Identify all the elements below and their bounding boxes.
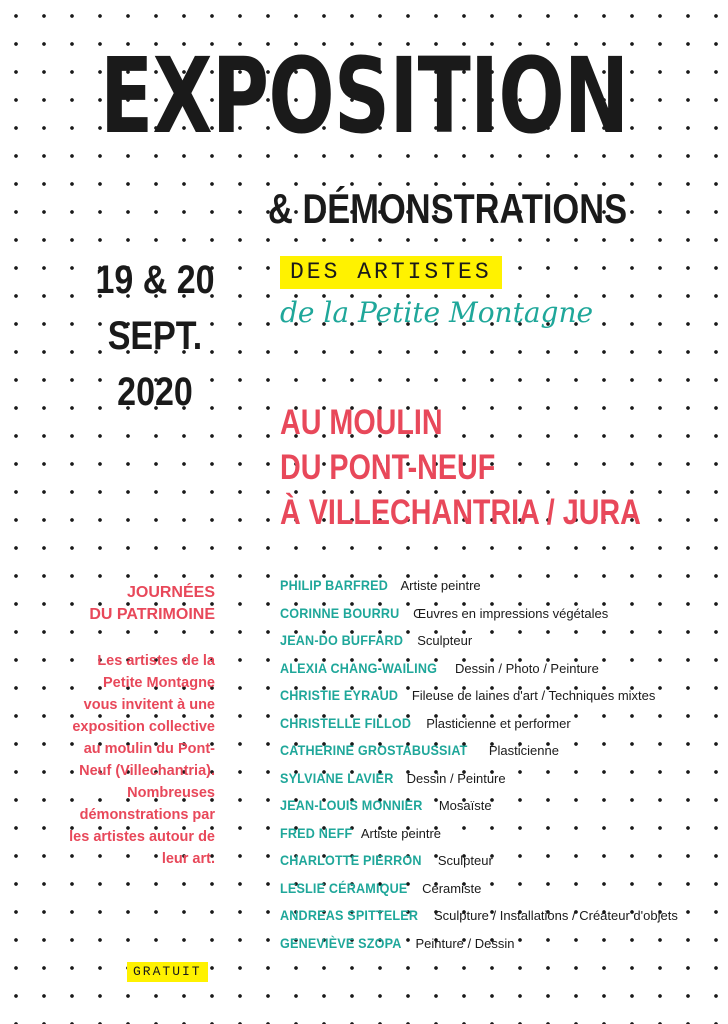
- journees-line: démonstrations par: [79, 807, 215, 823]
- artist-role: Dessin / Peinture: [406, 770, 506, 786]
- journees-title: [40, 582, 215, 626]
- artist-item: [280, 572, 720, 600]
- poster-title: EXPOSITION: [100, 35, 629, 157]
- journees-line: vous invitent à une: [83, 697, 215, 713]
- date-days: 19 & 20: [95, 258, 215, 302]
- journees-line: au moulin du Pont-: [83, 741, 215, 757]
- date-month: SEPT.: [107, 314, 203, 358]
- artist-name: GENEVIÈVE SZOPA: [280, 934, 402, 951]
- venue: [280, 400, 641, 535]
- artist-role: Artiste peintre: [360, 825, 442, 841]
- artist-role: Céramiste: [422, 880, 482, 896]
- journees-line: Les artistes de la: [97, 653, 215, 669]
- artist-name: LESLIE CÉRAMIQUE: [280, 879, 408, 896]
- artist-item: [280, 737, 720, 765]
- artist-item: [280, 875, 720, 903]
- event-date: [80, 252, 230, 420]
- artist-name: ALEXIA CHANG-WAILING: [280, 659, 438, 676]
- artists-tag: DES ARTISTES: [280, 256, 502, 289]
- journees-line: Petite Montagne: [103, 675, 215, 691]
- artist-role: Sculpteur: [417, 633, 473, 648]
- journees-title-line-2: DU PATRIMOINE: [89, 606, 215, 623]
- artist-item: [280, 765, 720, 793]
- artist-item: [280, 792, 720, 820]
- artist-item: [280, 820, 720, 848]
- artist-name: JEAN-DO BUFFARD: [280, 632, 404, 648]
- artist-role: Mosaïste: [438, 798, 492, 813]
- artist-name: CHRISTIE EYRAUD: [280, 687, 399, 703]
- venue-line-1: AU MOULIN: [280, 403, 443, 442]
- artist-item: [280, 847, 720, 875]
- artist-name: CHARLOTTE PIERRON: [280, 852, 422, 868]
- date-year: 2020: [117, 370, 193, 414]
- artist-item: [280, 600, 720, 628]
- artist-role: Artiste peintre: [400, 578, 481, 593]
- artist-role: Œuvres en impressions végétales: [413, 605, 609, 621]
- journees-title-line-1: JOURNÉES: [126, 584, 215, 601]
- artist-name: PHILIP BARFRED: [280, 577, 388, 593]
- artist-item: [280, 627, 720, 655]
- artist-item: [280, 710, 720, 738]
- artist-item: [280, 682, 720, 710]
- artist-name: CORINNE BOURRU: [280, 604, 400, 621]
- gratuit-badge: GRATUIT: [127, 962, 208, 982]
- artist-role: Dessin / Photo / Peinture: [455, 660, 599, 676]
- journees-line: les artistes autour de: [69, 829, 215, 845]
- petite-montagne-line: de la Petite Montagne: [280, 296, 594, 329]
- artist-name: SYLVIANE LAVIER: [280, 769, 394, 786]
- artist-role: Plasticienne et performer: [426, 715, 571, 731]
- artist-name: CATHERINE GROSTABUSSIAT: [280, 742, 468, 758]
- artist-item: [280, 655, 720, 683]
- artist-name: CHRISTELLE FILLOD: [280, 714, 412, 731]
- artist-role: Sculpture / Installations / Créateur d'objets: [433, 908, 678, 923]
- artist-role: Fileuse de laines d'art / Techniques mixtes: [411, 688, 656, 703]
- artist-role: Peinture / Dessin: [415, 935, 515, 951]
- artist-item: [280, 902, 720, 930]
- journees-line: exposition collective: [72, 719, 215, 735]
- venue-line-2: DU PONT-NEUF: [280, 448, 496, 487]
- venue-line-3: À VILLECHANTRIA / JURA: [280, 493, 641, 532]
- journees-line: leur art.: [161, 851, 215, 867]
- journees-line: Nombreuses: [127, 785, 215, 801]
- artist-role: Sculpteur: [437, 853, 493, 868]
- artist-name: FRED NEFF: [280, 824, 353, 841]
- artist-item: [280, 930, 720, 958]
- artist-name: JEAN-LOUIS MONNIER: [280, 797, 423, 813]
- journees-description: [40, 650, 215, 870]
- journees-line: Neuf (Villechantria).: [79, 763, 215, 779]
- artist-name: ANDREAS SPITTELER: [280, 907, 419, 923]
- artist-list: [280, 572, 720, 957]
- poster-subtitle: & DÉMONSTRATIONS: [268, 185, 628, 232]
- artist-role: Plasticienne: [488, 743, 559, 758]
